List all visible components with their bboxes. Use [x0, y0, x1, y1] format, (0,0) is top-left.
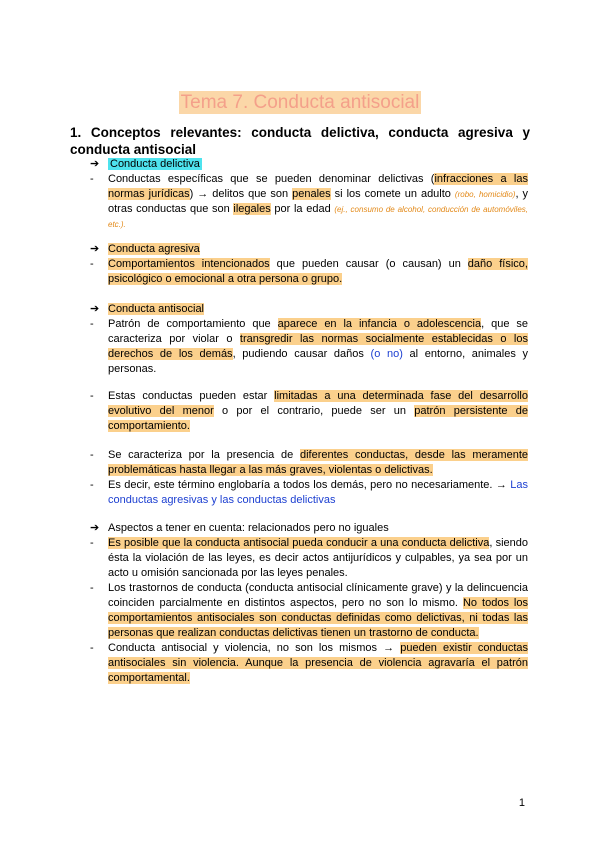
delictiva-paragraph [90, 172, 528, 232]
text: Conductas específicas que se pueden denominar delictivas ( [108, 173, 435, 185]
highlight: daño físico, psicológico o emocional a otra persona o grupo. [108, 258, 528, 285]
text: Estas conductas pueden estar [108, 390, 275, 402]
highlight: aparece en la infancia o adolescencia [277, 318, 482, 330]
highlight: Es posible que la conducta antisocial pueda conducir a una conducta delictiva [108, 537, 490, 549]
label-aspectos: Aspectos a tener en cuenta: relacionados pero no iguales [108, 522, 389, 534]
list-item [90, 448, 528, 478]
highlight: limitadas a una determinada fase del desarrollo evolutivo del menor [108, 390, 528, 417]
highlight: patrón persistente de comportamiento. [108, 405, 528, 432]
list-item [90, 536, 528, 581]
list-item [90, 389, 528, 434]
agresiva-paragraph [90, 257, 528, 287]
text: o por el contrario, puede ser un [213, 405, 415, 417]
highlight: pueden existir conductas antisociales sin violencia. Aunque la presencia de violencia agravaría el patrón comportamental. [108, 642, 529, 684]
bullet-dash: - [90, 582, 94, 594]
subheading-antisocial [90, 302, 204, 317]
arrow-icon: ➔ [90, 522, 100, 534]
text: si los comete un adulto [330, 188, 455, 200]
list-item [90, 581, 528, 641]
bullet-dash: - [90, 390, 94, 402]
highlight: infracciones a las normas jurídicas [108, 173, 528, 200]
arrow-icon: ➔ [90, 303, 100, 315]
bullet-dash: - [90, 537, 94, 549]
label-delictiva: Conducta delictiva [110, 158, 200, 170]
subheading-aspectos [90, 521, 389, 536]
highlight: transgredir las normas socialmente establecidas o los derechos de los demás [108, 333, 528, 360]
text: Los trastornos de conducta (conducta antisocial clínicamente grave) y la delincuencia coinciden parcialmente en distintos aspectos, pero no son lo mismo. [108, 582, 528, 609]
section-heading: 1. Conceptos relevantes: conducta delictiva, conducta agresiva y conducta antisocial [70, 125, 530, 157]
text: Conducta antisocial y violencia, no son los mismos → [108, 642, 401, 654]
blue-note: (o no) [370, 348, 403, 360]
text: Se caracteriza por la presencia de [108, 449, 300, 461]
antisocial-p2 [90, 389, 528, 434]
text: , y otras conductas que son [108, 188, 528, 215]
highlight: diferentes conductas, desde las meramente problemáticas hasta llegar a las más graves, violentas o delictivas. [108, 449, 528, 476]
highlight: penales [292, 188, 331, 200]
subheading-delictiva [90, 157, 202, 172]
list-item [90, 257, 528, 287]
page-number: 1 [518, 797, 525, 809]
bullet-dash: - [90, 642, 94, 654]
bullet-dash: - [90, 479, 94, 491]
text: , pudiendo causar daños [232, 348, 371, 360]
subheading-agresiva [90, 242, 200, 257]
text: ) → delitos que son [189, 188, 293, 200]
text: Patrón de comportamiento que [108, 318, 278, 330]
bullet-dash: - [90, 318, 94, 330]
arrow-icon: ➔ [90, 243, 100, 255]
aspectos-list [90, 536, 528, 686]
bullet-dash: - [90, 449, 94, 461]
antisocial-p1 [90, 317, 528, 377]
list-item [90, 172, 528, 232]
list-item [90, 317, 528, 377]
text: que pueden causar (o causan) un [269, 258, 468, 270]
text: , que se caracteriza por violar o [108, 318, 529, 345]
text: , siendo ésta la violación de las leyes, es decir actos antijurídicos y culpables, ya sea por un acto u omisión sancionada por las leyes penales. [108, 537, 528, 579]
example-note: (ej., consumo de alcohol, conducción de automóviles, etc.). [108, 205, 528, 229]
bullet-dash: - [90, 173, 94, 185]
text: al entorno, animales y personas. [108, 348, 528, 375]
blue-note: Las conductas agresivas y las conductas delictivas [108, 479, 528, 506]
bullet-dash: - [90, 258, 94, 270]
list-item [90, 641, 528, 686]
document-title-wrap [0, 92, 600, 114]
text: por la edad [270, 203, 335, 215]
highlight: Comportamientos intencionados [108, 258, 270, 270]
label-agresiva: Conducta agresiva [108, 243, 200, 255]
highlight: ilegales [233, 203, 271, 215]
list-item [90, 478, 528, 508]
arrow-icon: ➔ [90, 158, 100, 170]
example-note: (robo, homicidio) [454, 190, 516, 199]
document-title: Tema 7. Conducta antisocial [180, 92, 420, 113]
label-antisocial: Conducta antisocial [108, 303, 205, 315]
antisocial-p3 [90, 448, 528, 508]
highlight: No todos los comportamientos antisociales son conductas definidas como delictivas, ni todas las personas que realizan conductas delictivas tienen un trastorno de conducta. [108, 597, 528, 639]
text: Es decir, este término englobaría a todos los demás, pero no necesariamente. → [108, 479, 511, 491]
